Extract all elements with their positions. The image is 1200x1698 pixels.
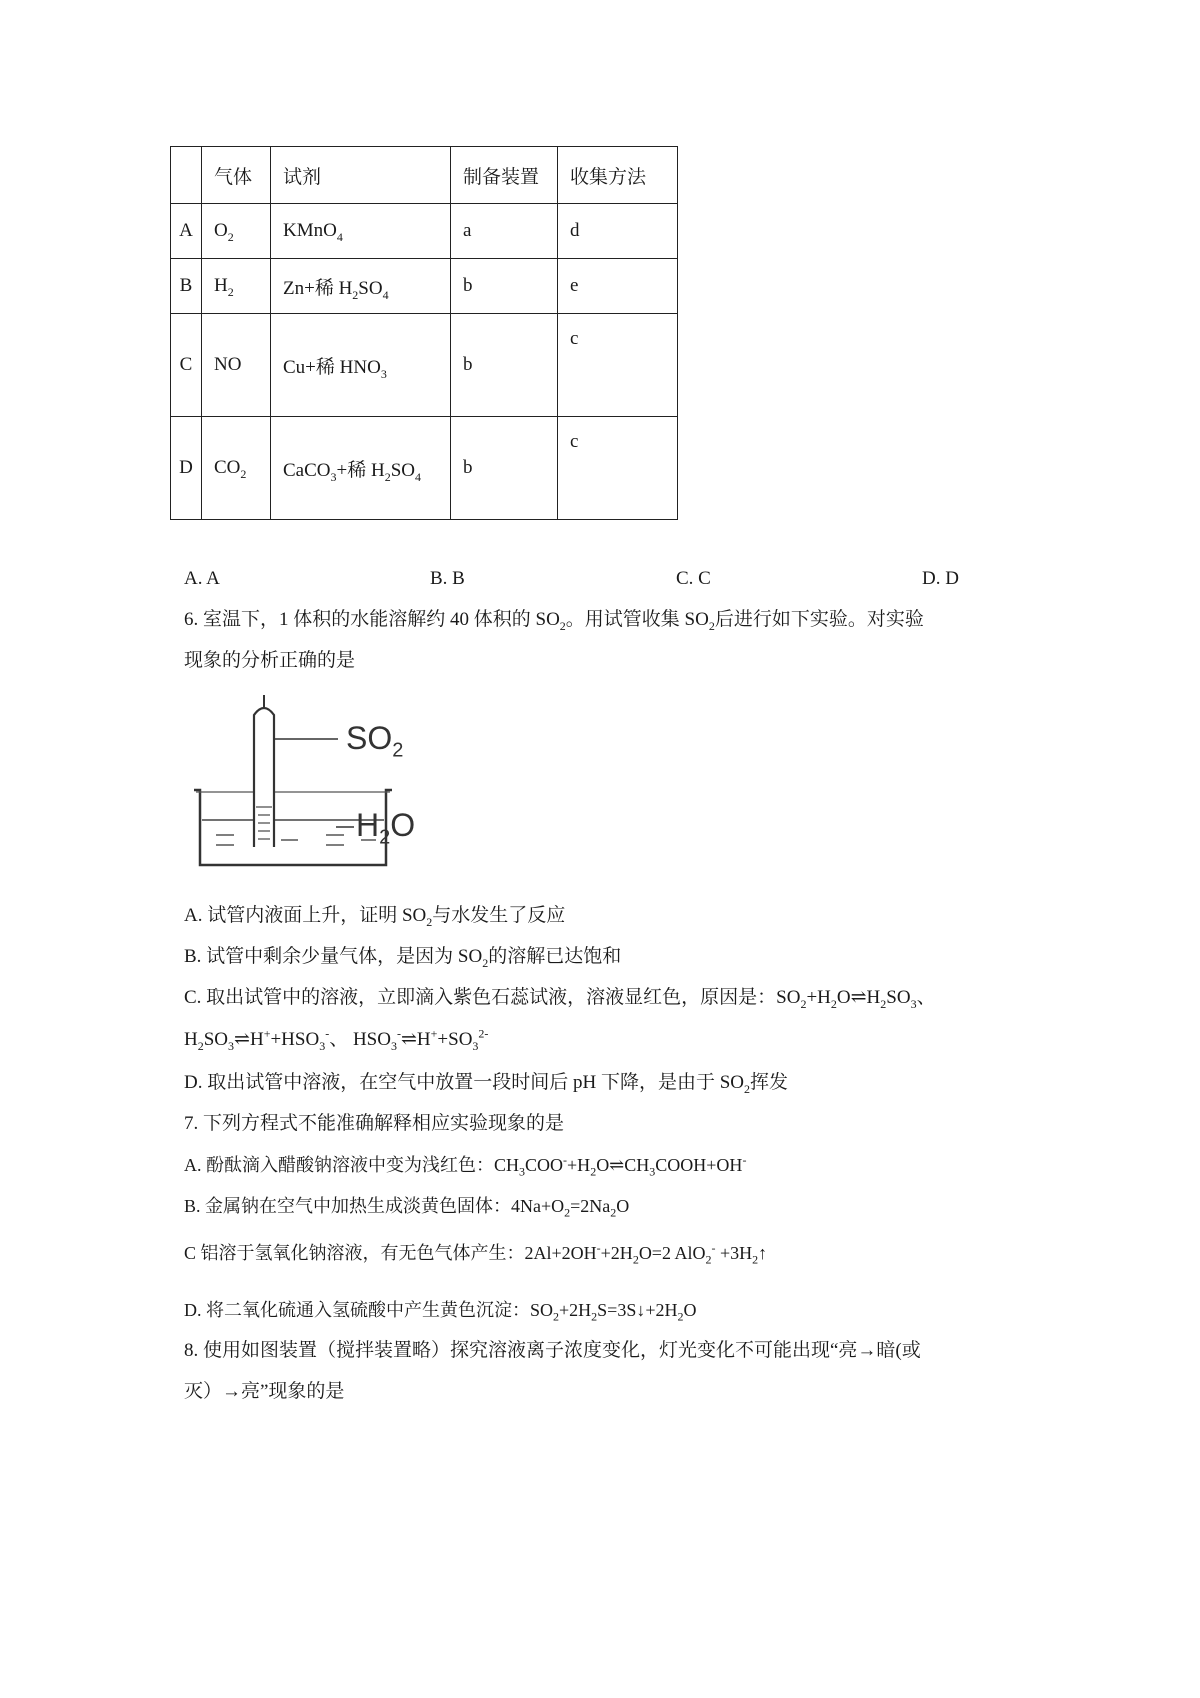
q5-option-d: D. D [922, 568, 959, 589]
row-label: D [171, 417, 202, 520]
reagent-cell: CaCO$_3$+稀 $H_2SO_4$ [271, 417, 451, 520]
gas-cell: $H_2$ [202, 259, 271, 314]
table-header-cell: 气体 [202, 147, 271, 204]
q7-option-d: D. 将二氧化硫通入氢硫酸中产生黄色沉淀：$SO_2+2H_2S=3S↓+2H_2O$ [184, 1300, 697, 1324]
q8-stem-line1: 8. 使用如图装置（搅拌装置略）探究溶液离子浓度变化，灯光变化不可能出现“亮→暗(或 [184, 1340, 921, 1361]
device-cell: a [451, 204, 558, 259]
q6-option-c-line1: C. 取出试管中的溶液，立即滴入紫色石蕊试液，溶液显红色，原因是：$SO_2+H_2O\rightleftharpoons H_2SO_3$、 [184, 987, 936, 1011]
gas-cell: $CO_2$ [202, 417, 271, 520]
device-cell: b [451, 417, 558, 520]
gas-cell: NO [202, 314, 271, 417]
table-header-cell: 制备装置 [451, 147, 558, 204]
q5-option-a: A. A [184, 568, 220, 589]
q5-option-b: B. B [430, 568, 465, 589]
table-row [171, 417, 678, 520]
q6-stem-line1: 6. 室温下，1 体积的水能溶解约 40 体积的 $SO_2$。用试管收集 $SO_2$后进行如下实验。对实验 [184, 609, 924, 633]
q6-option-b: B. 试管中剩余少量气体，是因为 $SO_2$的溶解已达饱和 [184, 946, 622, 970]
q5-option-c: C. C [676, 568, 711, 589]
q6-stem-line2: 现象的分析正确的是 [184, 650, 356, 671]
row-label: B [171, 259, 202, 314]
table-header-cell: 收集方法 [558, 147, 678, 204]
test-tube-apparatus [186, 695, 446, 880]
q6-option-d: D. 取出试管中溶液，在空气中放置一段时间后 pH 下降，是由于 $SO_2$挥发 [184, 1072, 788, 1096]
q7-option-a: A. 酚酞滴入醋酸钠溶液中变为浅红色：$CH_3COO^-+H_2O\rightleftharpoons CH_3COOH+OH^-$ [184, 1153, 747, 1179]
q6-figure [186, 695, 446, 880]
row-label: C [171, 314, 202, 417]
table-header-cell [171, 147, 202, 204]
water-label: $H_2O$ [356, 807, 416, 849]
q7-stem: 7. 下列方程式不能准确解释相应实验现象的是 [184, 1113, 565, 1134]
table-row [171, 314, 678, 417]
reagent-cell: Cu+稀 $HNO_3$ [271, 314, 451, 417]
collect-cell: e [558, 259, 678, 314]
reagent-cell: KMnO$_4$ [271, 204, 451, 259]
table-header-cell: 试剂 [271, 147, 451, 204]
gas-cell: $O_2$ [202, 204, 271, 259]
q6-option-c-line2: $H_2SO_3\rightleftharpoons H^++HSO_3^-$、 $HSO_3^-\rightleftharpoons H^++SO_3^{2-}$ [184, 1026, 489, 1053]
q7-option-b: B. 金属钠在空气中加热生成淡黄色固体：$4Na+O_2=2Na_2O$ [184, 1196, 630, 1220]
table-row [171, 204, 678, 259]
gas-preparation-table [170, 146, 678, 520]
collect-cell: c [558, 417, 678, 520]
reagent-cell: Zn+稀 $H_2SO_4$ [271, 259, 451, 314]
row-label: A [171, 204, 202, 259]
gas-label: $SO_2$ [346, 720, 404, 762]
q8-stem-line2: 灭）→亮”现象的是 [184, 1381, 345, 1402]
collect-cell: c [558, 314, 678, 417]
q6-option-a: A. 试管内液面上升，证明 $SO_2$与水发生了反应 [184, 905, 566, 929]
device-cell: b [451, 259, 558, 314]
table-header-row [171, 147, 678, 204]
collect-cell: d [558, 204, 678, 259]
table-row [171, 259, 678, 314]
q7-option-c: C 铝溶于氢氧化钠溶液，有无色气体产生：$2Al+2OH^-+2H_2O=2$ $AlO_2^- +3H_2↑$ [184, 1241, 768, 1267]
device-cell: b [451, 314, 558, 417]
